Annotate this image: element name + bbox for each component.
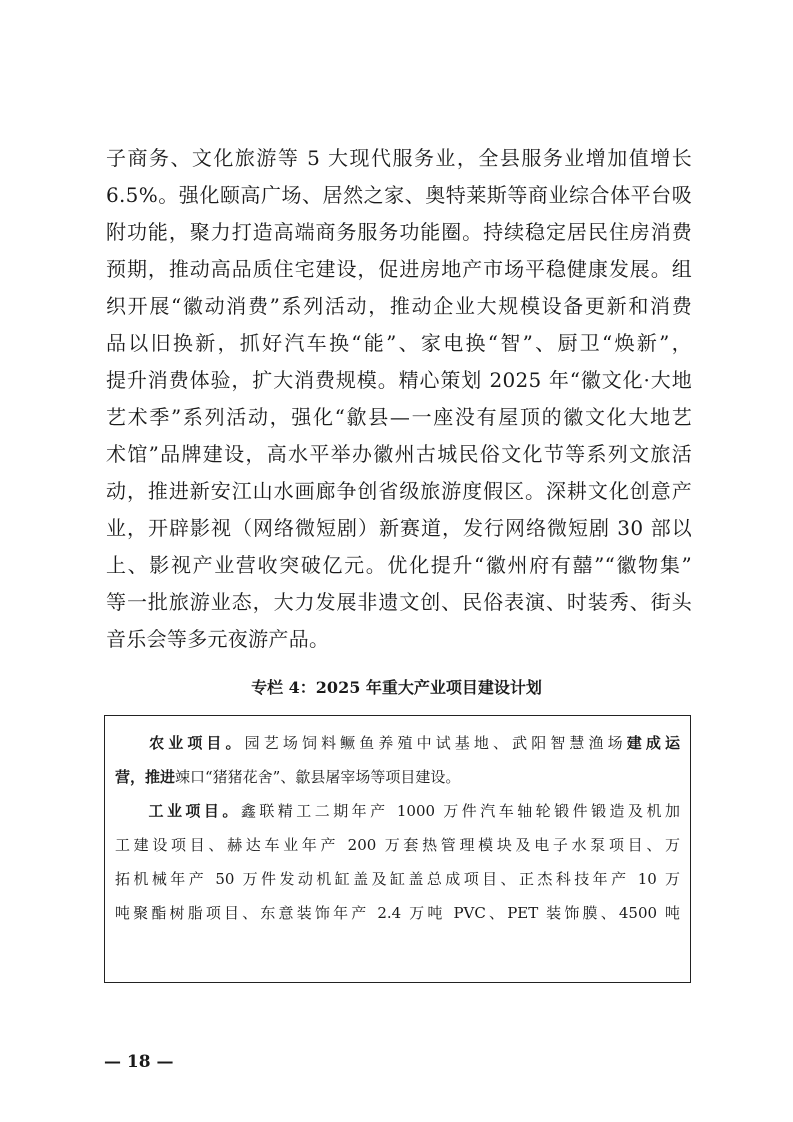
agri-line-1 xyxy=(115,726,680,760)
body-line: 子商务、文化旅游等 5 大现代服务业，全县服务业增加值增长 xyxy=(106,146,692,170)
agri-bold-2: 营，推进 xyxy=(115,768,176,786)
ind-text: 鑫联精工二期年产 1000 万件汽车轴轮锻件锻造及机加 xyxy=(240,802,680,820)
box-title: 专栏 4：2025 年重大产业项目建设计划 xyxy=(251,678,542,697)
body-line: 6.5%。强化颐高广场、居然之家、奥特莱斯等商业综合体平台吸 xyxy=(106,183,692,207)
agri-bold: 建成运 xyxy=(626,734,680,752)
body-paragraph xyxy=(106,140,692,658)
body-line: 上、影视产业营收突破亿元。优化提升“徽州府有囍”“徽物集” xyxy=(106,553,692,577)
ind-lead: 工业项目。 xyxy=(145,802,241,820)
ind-line-1 xyxy=(115,794,680,828)
body-line: 艺术季”系列活动，强化“歙县—一座没有屋顶的徽文化大地艺 xyxy=(106,405,692,429)
agri-text-2: 竦口“猪猪花舍”、歙县屠宰场等项目建设。 xyxy=(175,768,461,786)
body-line: 提升消费体验，扩大消费规模。精心策划 2025 年“徽文化·大地 xyxy=(106,368,692,392)
body-line: 等一批旅游业态，大力发展非遗文创、民俗表演、时装秀、街头 xyxy=(106,590,692,614)
agri-line-2 xyxy=(115,760,680,794)
body-line: 品以旧换新，抓好汽车换“能”、家电换“智”、厨卫“焕新”， xyxy=(106,331,692,355)
ind-line-3: 拓机械年产 50 万件发动机缸盖及缸盖总成项目、正杰科技年产 10 万 xyxy=(115,870,680,888)
body-line: 业，开辟影视（网络微短剧）新赛道，发行网络微短剧 30 部以 xyxy=(106,516,692,540)
body-line: 预期，推动高品质住宅建设，促进房地产市场平稳健康发展。组 xyxy=(106,257,692,281)
body-line: 附功能，聚力打造高端商务服务功能圈。持续稳定居民住房消费 xyxy=(106,220,692,244)
ind-line-2: 工建设项目、赫达车业年产 200 万套热管理模块及电子水泵项目、万 xyxy=(115,836,680,854)
body-line: 音乐会等多元夜游产品。 xyxy=(106,627,330,651)
agri-lead: 农业项目。 xyxy=(145,734,245,752)
body-line: 术馆”品牌建设，高水平举办徽州古城民俗文化节等系列文旅活 xyxy=(106,442,692,466)
body-line: 织开展“徽动消费”系列活动，推动企业大规模设备更新和消费 xyxy=(106,294,692,318)
page-number: — 18 — xyxy=(104,1052,174,1072)
body-line: 动，推进新安江山水画廊争创省级旅游度假区。深耕文化创意产 xyxy=(106,479,692,503)
ind-line-4: 吨聚酯树脂项目、东意装饰年产 2.4 万吨 PVC、PET 装饰膜、4500 吨 xyxy=(115,904,680,922)
agri-text: 园艺场饲料鳜鱼养殖中试基地、武阳智慧渔场 xyxy=(244,734,627,752)
project-box xyxy=(104,715,691,983)
